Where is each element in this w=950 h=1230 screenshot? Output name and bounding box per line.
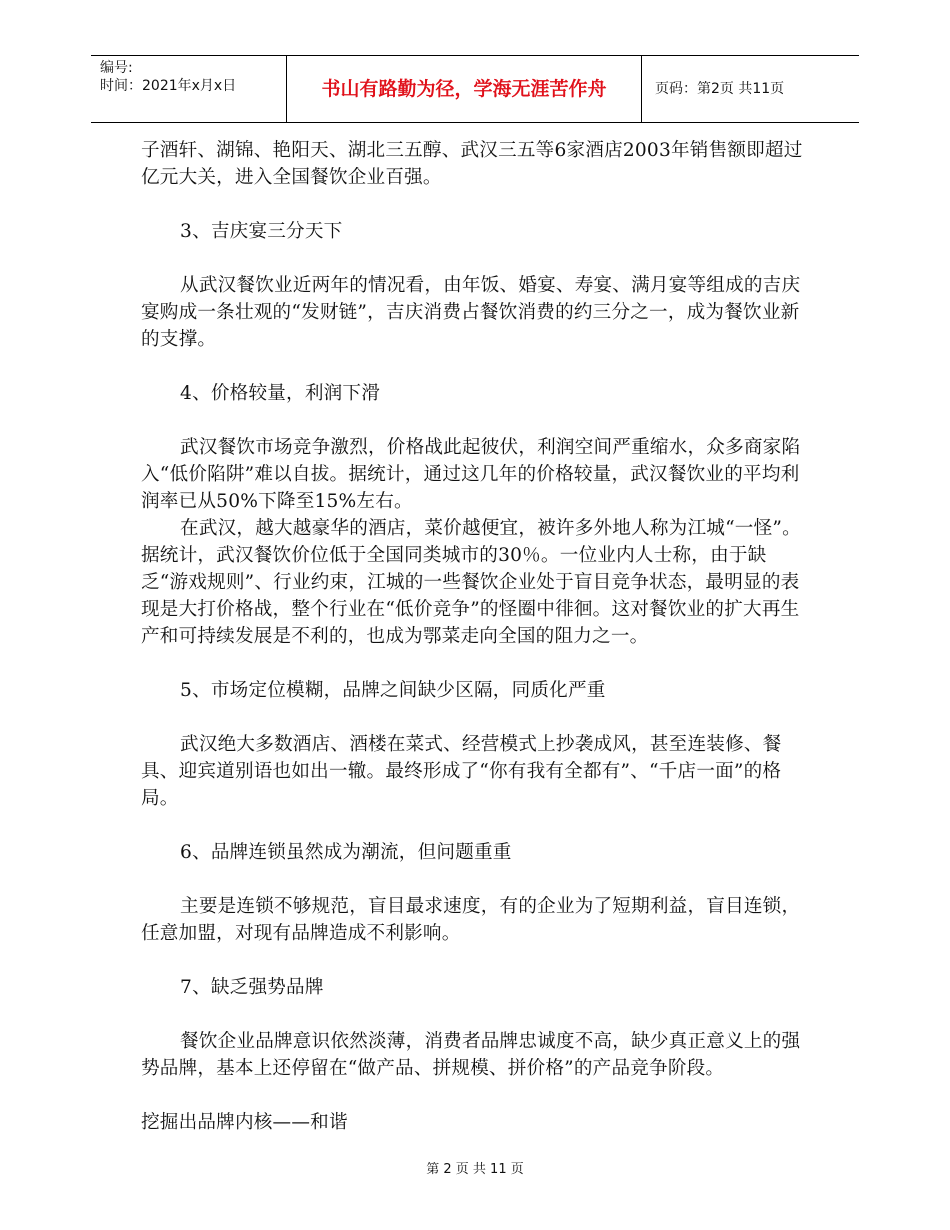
section-heading: 7、缺乏强势品牌 <box>180 977 324 998</box>
document-time-label: 时间：2021年x月x日 <box>100 78 237 94</box>
document-number-label: 编号: <box>100 60 133 76</box>
header-meta <box>91 56 287 122</box>
section-heading: 3、吉庆宴三分天下 <box>180 221 343 242</box>
paragraph: 子酒轩、湖锦、艳阳天、湖北三五醇、武汉三五等6家酒店2003年销售额即超过亿元大关，进入全国餐饮企业百强。 <box>141 140 803 188</box>
paragraph: 主要是连锁不够规范，盲目最求速度，有的企业为了短期利益，盲目连锁，任意加盟，对现有品牌造成不利影响。 <box>141 896 801 944</box>
header-page-info: 页码：第2页 共11页 <box>655 81 785 97</box>
section-heading: 5、市场定位模糊，品牌之间缺少区隔，同质化严重 <box>180 680 606 701</box>
section-heading: 4、价格较量，利润下滑 <box>180 383 381 404</box>
section-heading: 6、品牌连锁虽然成为潮流，但问题重重 <box>180 842 512 863</box>
paragraph: 武汉绝大多数酒店、酒楼在菜式、经营模式上抄袭成风，甚至连装修、餐具、迎宾道别语也如出一辙。最终形成了“你有我有全都有”、“千店一面”的格局。 <box>141 734 782 809</box>
page-header <box>91 55 859 123</box>
paragraph: 从武汉餐饮业近两年的情况看，由年饭、婚宴、寿宴、满月宴等组成的吉庆宴购成一条壮观的“发财链”，吉庆消费占餐饮消费的约三分之一，成为餐饮业新的支撑。 <box>141 275 801 350</box>
paragraph: 在武汉，越大越豪华的酒店，菜价越便宜，被许多外地人称为江城“一怪”。据统计，武汉餐饮价位低于全国同类城市的30％。一位业内人士称，由于缺乏“游戏规则”、行业约束，江城的一些餐饮企业处于盲目竞争状态，最明显的表现是大打价格战，整个行业在“低价竞争”的怪圈中徘徊。这对餐饮业的扩大再生产和可持续发展是不利的，也成为鄂菜走向全国的阻力之一。 <box>141 518 801 647</box>
header-motto: 书山有路勤为径，学海无涯苦作舟 <box>287 56 642 122</box>
document-body <box>141 137 811 1136</box>
section-heading: 挖掘出品牌内核——和谐 <box>141 1112 348 1133</box>
paragraph: 餐饮企业品牌意识依然淡薄，消费者品牌忠诚度不高，缺少真正意义上的强势品牌，基本上还停留在“做产品、拼规模、拼价格”的产品竞争阶段。 <box>141 1031 801 1079</box>
paragraph: 武汉餐饮市场竞争激烈，价格战此起彼伏，利润空间严重缩水，众多商家陷入“低价陷阱”难以自拔。据统计，通过这几年的价格较量，武汉餐饮业的平均利润率已从50%下降至15%左右。 <box>141 437 801 512</box>
page-footer: 第 2 页 共 11 页 <box>426 1162 524 1177</box>
